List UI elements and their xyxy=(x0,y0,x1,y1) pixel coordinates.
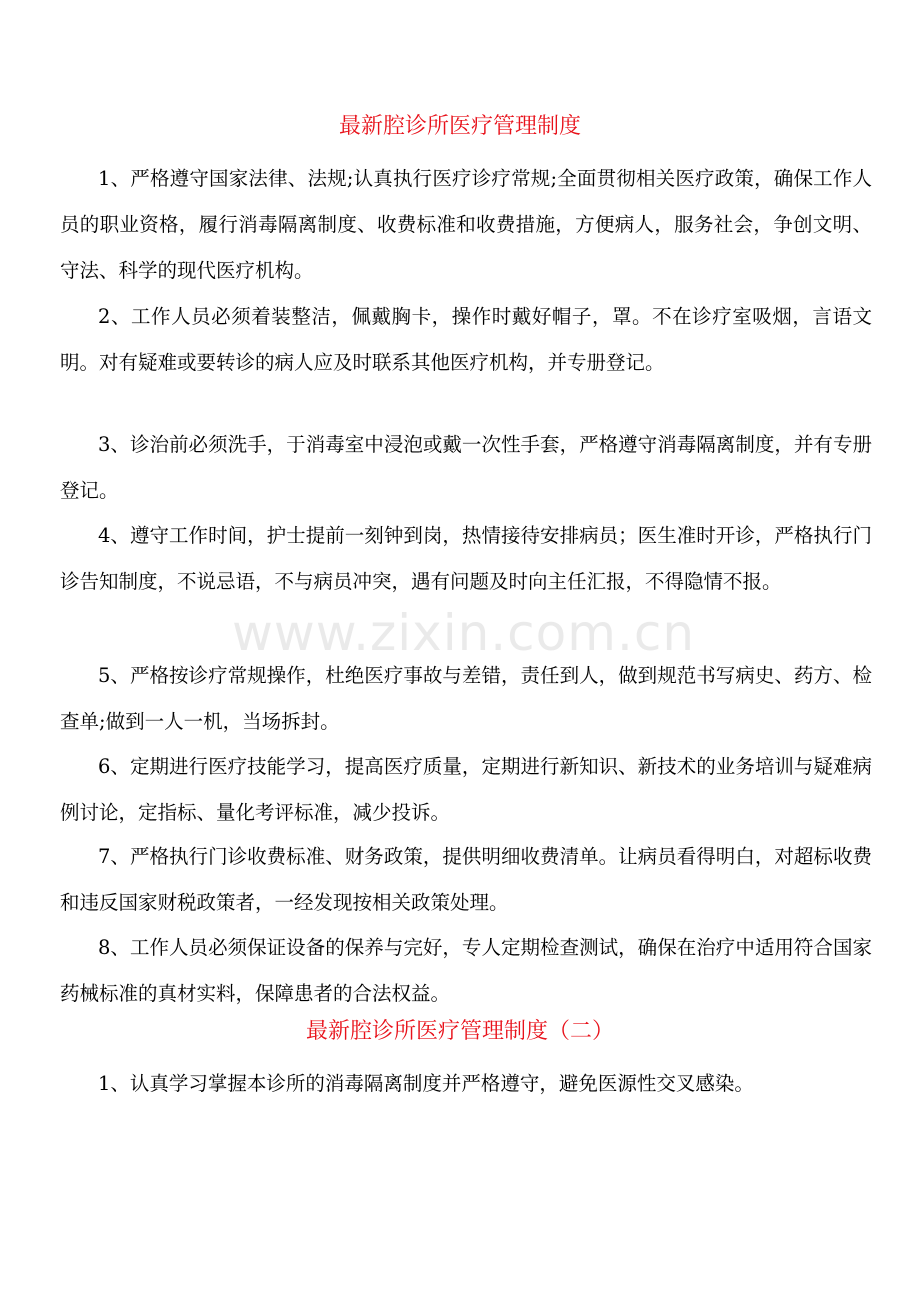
paragraph-5: 5、严格按诊疗常规操作，杜绝医疗事故与差错，责任到人，做到规范书写病史、药方、检查单;做到一人一机，当场拆封。 xyxy=(60,664,872,733)
section-2-title: 最新腔诊所医疗管理制度（二） xyxy=(305,1019,614,1044)
paragraph-3: 3、诊治前必须洗手，于消毒室中浸泡或戴一次性手套，严格遵守消毒隔离制度，并有专册登记。 xyxy=(60,433,872,502)
watermark: www.zixin.com.cn xyxy=(232,604,696,662)
document-title: 最新腔诊所医疗管理制度 xyxy=(338,114,581,139)
paragraph-1: 1、严格遵守国家法律、法规;认真执行医疗诊疗常规;全面贯彻相关医疗政策，确保工作人员的职业资格，履行消毒隔离制度、收费标准和收费措施，方便病人，服务社会，争创文明、守法、科学的现代医疗机构。 xyxy=(60,167,872,282)
section-2-paragraph-1: 1、认真学习掌握本诊所的消毒隔离制度并严格遵守，避免医源性交叉感染。 xyxy=(98,1072,754,1095)
paragraph-6: 6、定期进行医疗技能学习，提高医疗质量，定期进行新知识、新技术的业务培训与疑难病例讨论，定指标、量化考评标准，减少投诉。 xyxy=(60,755,872,824)
paragraph-8: 8、工作人员必须保证设备的保养与完好，专人定期检查测试，确保在治疗中适用符合国家药械标准的真材实料，保障患者的合法权益。 xyxy=(60,936,872,1005)
paragraph-7: 7、严格执行门诊收费标准、财务政策，提供明细收费清单。让病员看得明白，对超标收费和违反国家财税政策者，一经发现按相关政策处理。 xyxy=(60,845,872,914)
paragraph-4: 4、遵守工作时间，护士提前一刻钟到岗，热情接待安排病员；医生准时开诊，严格执行门诊告知制度，不说忌语，不与病员冲突，遇有问题及时向主任汇报，不得隐情不报。 xyxy=(60,524,872,593)
paragraph-2: 2、工作人员必须着装整洁，佩戴胸卡，操作时戴好帽子，罩。不在诊疗室吸烟，言语文明。对有疑难或要转诊的病人应及时联系其他医疗机构，并专册登记。 xyxy=(60,305,872,374)
